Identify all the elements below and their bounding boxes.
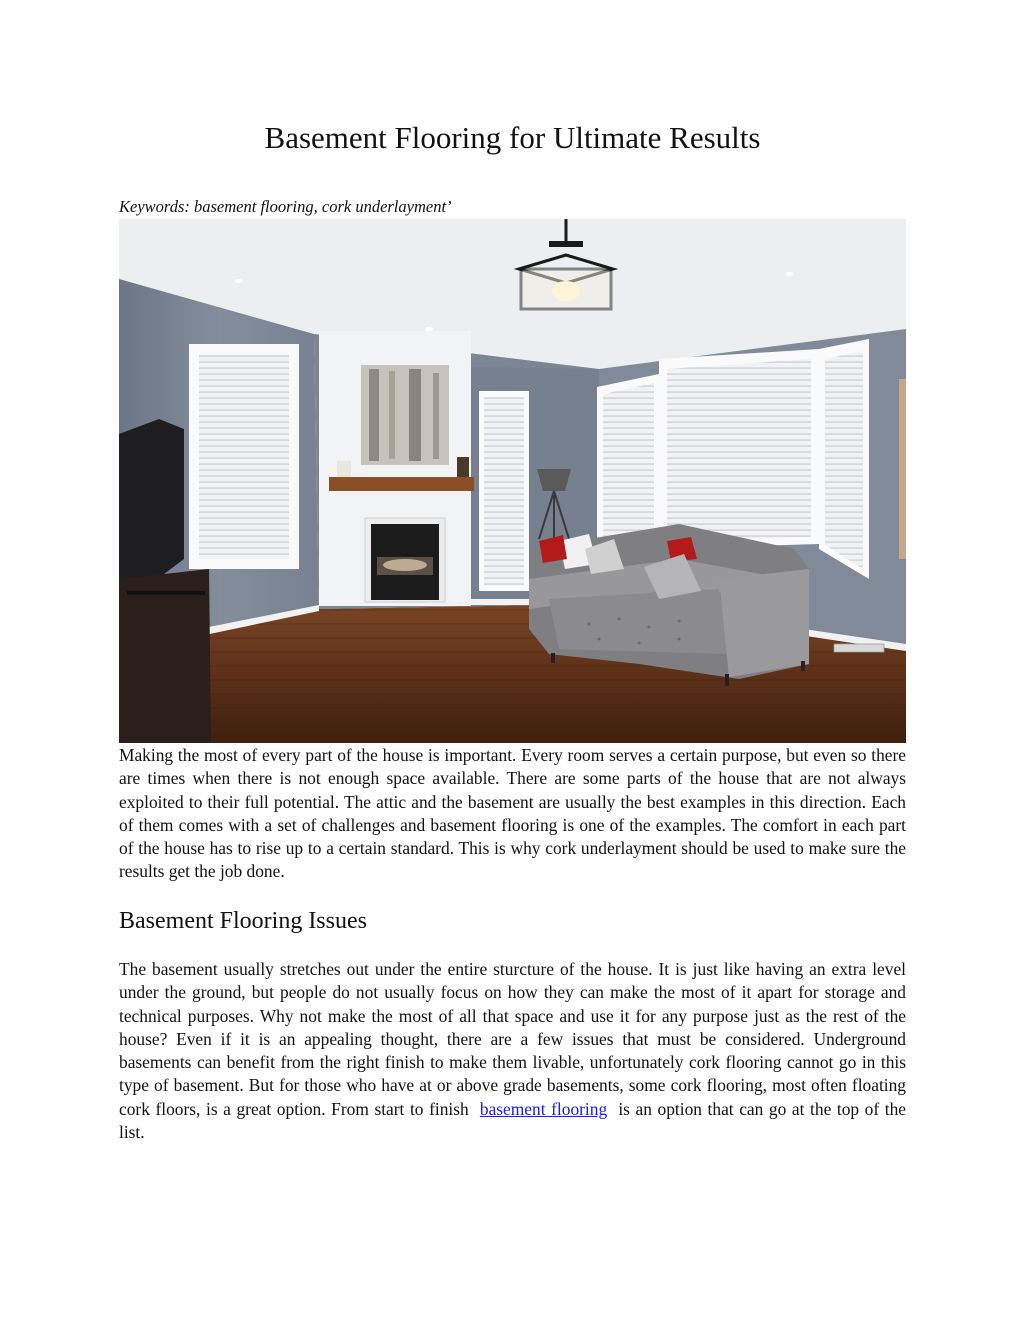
- section-heading: Basement Flooring Issues: [119, 908, 367, 934]
- section-paragraph: [119, 958, 906, 1144]
- keywords-line: Keywords: basement flooring, cork underlayment’: [119, 197, 452, 216]
- section-paragraph-text-before-link: The basement usually stretches out under the entire sturcture of the house. It is just like having an extra level under the ground, but people do not usually focus on how they can make the most of it apart for storage and technical purposes. Why not make the most of all that space and use it for any purpose just as the rest of the house? Even if it is an appealing thought, there are a few issues that must be considered. Underground basements can benefit from the right finish to make them livable, unfortunately cork flooring cannot go in this type of basement. But for those who have at or above grade basements, some cork flooring, most often floating cork floors, is a great option. From start to finish: [119, 959, 906, 1119]
- living-room-photo: [119, 219, 906, 743]
- document-title: Basement Flooring for Ultimate Results: [264, 120, 761, 155]
- section-paragraph-text-after-link: is an option that can go at the top of the list.: [119, 1098, 906, 1143]
- intro-paragraph: Making the most of every part of the house is important. Every room serves a certain purpose, but even so there are times when there is not enough space available. There are some parts of the house that are not always exploited to their full potential. The attic and the basement are usually the best examples in this direction. Each of them comes with a set of challenges and basement flooring is one of the examples. The comfort in each part of the house has to rise up to a certain standard. This is why cork underlayment should be used to make sure the results get the job done.: [119, 745, 906, 882]
- basement-flooring-link[interactable]: basement flooring: [479, 1098, 608, 1119]
